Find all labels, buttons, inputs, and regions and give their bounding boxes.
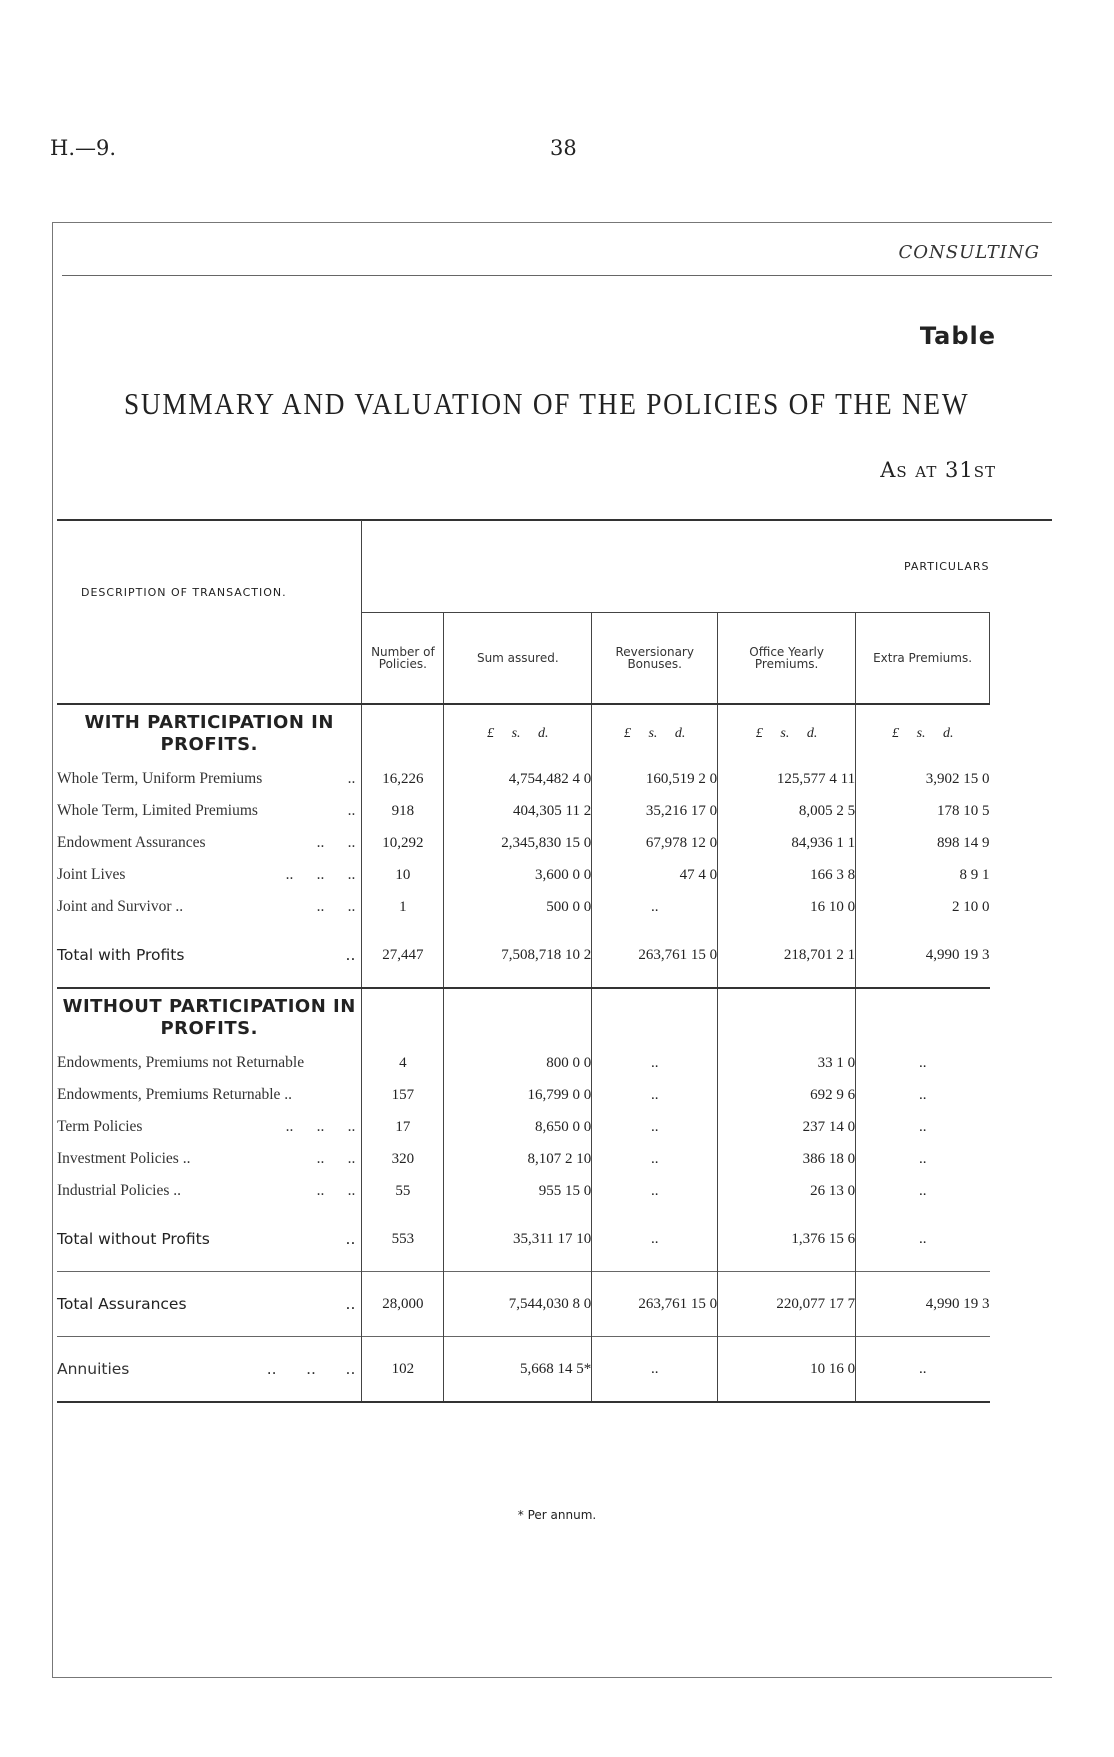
col-header-sum: Sum assured. [444,613,592,705]
annuities-row: Annuities .. .. .. 102 5,668 14 5* .. 10 16 0 .. [57,1337,990,1403]
table-row: Term Policies .. .. .. 17 8,650 0 0 .. 237 14 0 .. [57,1111,990,1143]
section-heading: WITH PARTICIPATION IN PROFITS. [57,704,362,763]
units-label: £ s. d. [718,704,856,763]
total-assurances-row: Total Assurances .. 28,000 7,544,030 8 0 263,761 15 0 220,077 17 7 4,990 19 3 [57,1272,990,1337]
units-label: £ s. d. [856,704,990,763]
divider [62,275,1052,276]
table-row: Investment Policies .. .. .. 320 8,107 2 10 .. 386 18 0 .. [57,1143,990,1175]
col-header-extra: Extra Premiums. [856,613,990,705]
col-header-bonus: Reversionary Bonuses. [592,613,718,705]
total-without-profits-row: Total without Profits .. 553 35,311 17 10 .. 1,376 15 6 .. [57,1207,990,1272]
frame-left-rule [52,222,53,1677]
section-heading: WITHOUT PARTICIPATION IN PROFITS. [57,988,362,1047]
footnote: * Per annum. [517,1508,597,1522]
table-row: Whole Term, Uniform Premiums .. 16,226 4,754,482 4 0 160,519 2 0 125,577 4 11 3,902 15 0 [57,763,990,795]
policies-table [57,520,990,1403]
description-header: DESCRIPTION OF TRANSACTION. [81,586,287,599]
table-row: Joint Lives .. .. .. 10 3,600 0 0 47 4 0 166 3 8 8 9 1 [57,859,990,891]
units-label: £ s. d. [592,704,718,763]
particulars-header: PARTICULARS [362,520,990,613]
table-row: Endowments, Premiums not Returnable 4 800 0 0 .. 33 1 0 .. [57,1047,990,1079]
table-row: Industrial Policies .. .. .. 55 955 15 0 .. 26 13 0 .. [57,1175,990,1207]
table-row: Joint and Survivor .. .. .. 1 500 0 0 .. 16 10 0 2 10 0 [57,891,990,923]
table-label: Table [919,322,996,350]
table-row: Endowment Assurances .. .. 10,292 2,345,830 15 0 67,978 12 0 84,936 1 1 898 14 9 [57,827,990,859]
col-header-number: Number of Policies. [362,613,444,705]
document-reference: H.—9. [50,136,117,160]
frame-bottom-rule [52,1677,1052,1678]
running-title: CONSULTING [898,242,1040,263]
frame-top-rule [52,222,1052,223]
table-row: Whole Term, Limited Premiums .. 918 404,305 11 2 35,216 17 0 8,005 2 5 178 10 5 [57,795,990,827]
total-with-profits-row: Total with Profits .. 27,447 7,508,718 10 2 263,761 15 0 218,701 2 1 4,990 19 3 [57,923,990,988]
col-header-premium: Office Yearly Premiums. [718,613,856,705]
units-label: £ s. d. [444,704,592,763]
table-row: Endowments, Premiums Returnable .. 157 16,799 0 0 .. 692 9 6 .. [57,1079,990,1111]
as-at-date: As at 31st [880,458,996,482]
page-number: 38 [550,136,577,160]
page-title: SUMMARY AND VALUATION OF THE POLICIES OF THE NEW [124,386,970,421]
